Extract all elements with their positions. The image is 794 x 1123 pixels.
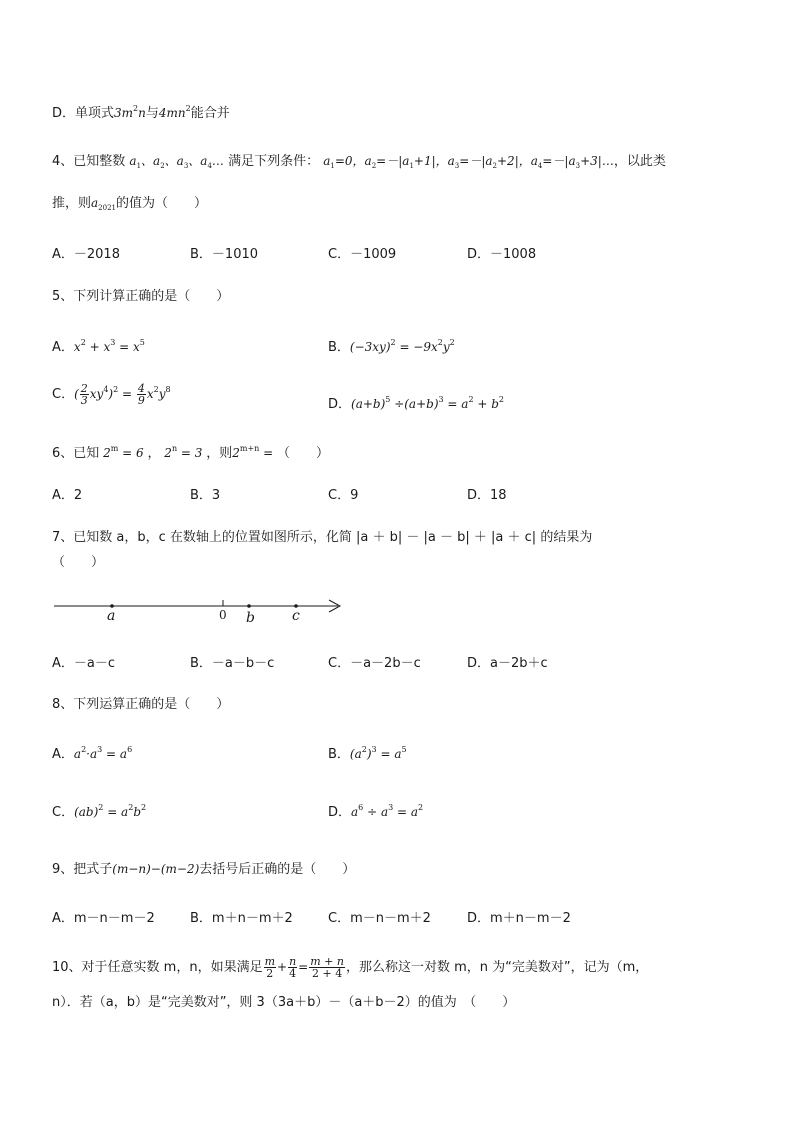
q4-stem-line1: 4、已知整数 $a_1$、$a_2$、$a_3$、$a_4\dots$ 满足下列条件： $a_1=0$，$a_2=-|a_1+1|$，$a_3=-|a_2+2|$，$a_4=-|a_3+3|\dots$，以此类 [52, 154, 666, 170]
q4-option-a[interactable]: A．－2018 [52, 247, 120, 262]
q4-stem-line2: 推，则$a_{2021}$的值为（ ） [52, 196, 208, 212]
q5-option-b[interactable]: B．$(-3xy)^2 = -9x^2y^2$ [328, 338, 455, 355]
label-origin: 0 [219, 608, 227, 622]
q8-option-d[interactable]: D．$a^6 \div a^3 = a^2$ [328, 803, 424, 820]
q4-option-b[interactable]: B．－1010 [190, 247, 259, 262]
q4-option-d[interactable]: D．－1008 [467, 247, 537, 262]
q10-stem-line1: 10、对于任意实数 m，n，如果满足 $\frac{m}{2}$ + $\frac{n}{4}$ = $\frac{m + n}{2 + 4}$ ，那么称这一对数 m，n 为“完美数对”，记为（m， [52, 955, 649, 980]
q9-stem: 9、把式子(m−n)−(m−2)去括号后正确的是（ ） [52, 862, 356, 877]
label-c: c [292, 608, 300, 624]
q5-option-a[interactable]: A．$x^2 + x^3 = x^5$ [52, 338, 145, 355]
q7-option-b[interactable]: B．－a－b－c [190, 656, 275, 671]
q4-option-c[interactable]: C．－1009 [328, 247, 397, 262]
number-line [50, 592, 350, 628]
q7-option-d[interactable]: D．a－2b＋c [467, 656, 548, 671]
q8-option-c[interactable]: C．$(ab)^2 = a^2b^2$ [52, 803, 147, 820]
q8-stem: 8、下列运算正确的是（ ） [52, 697, 230, 712]
q7-option-c[interactable]: C．－a－2b－c [328, 656, 421, 671]
q6-option-b[interactable]: B．3 [190, 488, 221, 503]
label-a: a [107, 608, 116, 624]
q6-option-a[interactable]: A．2 [52, 488, 83, 503]
q8-option-a[interactable]: A．$a^2\cdot a^3 = a^6$ [52, 745, 133, 762]
q6-option-c[interactable]: C．9 [328, 488, 359, 503]
q7-stem-line1: 7、已知数 a，b，c 在数轴上的位置如图所示，化简 |a ＋ b| － |a － b| ＋ |a ＋ c| 的结果为 [52, 530, 593, 545]
q9-option-b[interactable]: B．m＋n－m＋2 [190, 911, 293, 926]
q6-option-d[interactable]: D．18 [467, 488, 507, 503]
q7-stem-line2: （ ） [52, 555, 105, 570]
q5-stem: 5、下列计算正确的是（ ） [52, 289, 230, 304]
q7-option-a[interactable]: A．－a－c [52, 656, 116, 671]
label-b: b [246, 610, 255, 626]
q10-stem-line2: n）．若（a，b）是“完美数对”，则 3（3a＋b）－（a＋b－2）的值为 （ ） [52, 995, 516, 1010]
point-b [247, 604, 251, 608]
q8-option-b[interactable]: B．$(a^2)^3 = a^5$ [328, 745, 407, 762]
q9-option-d[interactable]: D．m＋n－m－2 [467, 911, 571, 926]
q6-stem: 6、已知 $2^m = 6$ ， $2^n = 3$ ，则$2^{m+n}$ = （ ） [52, 444, 330, 461]
q5-option-d[interactable]: D．$(a+b)^5 \div(a+b)^3 = a^2 + b^2$ [328, 395, 504, 412]
q9-option-c[interactable]: C．m－n－m＋2 [328, 911, 431, 926]
q9-option-a[interactable]: A．m－n－m－2 [52, 911, 155, 926]
prev-option-d: D．单项式$3m^2n$与$4mn^2$能合并 [52, 104, 230, 121]
q5-option-c[interactable]: C．( $\frac{2}{3}$ $xy^4)^2$ = $\frac{4}{9}$ $x^2y^8$ [52, 382, 171, 407]
